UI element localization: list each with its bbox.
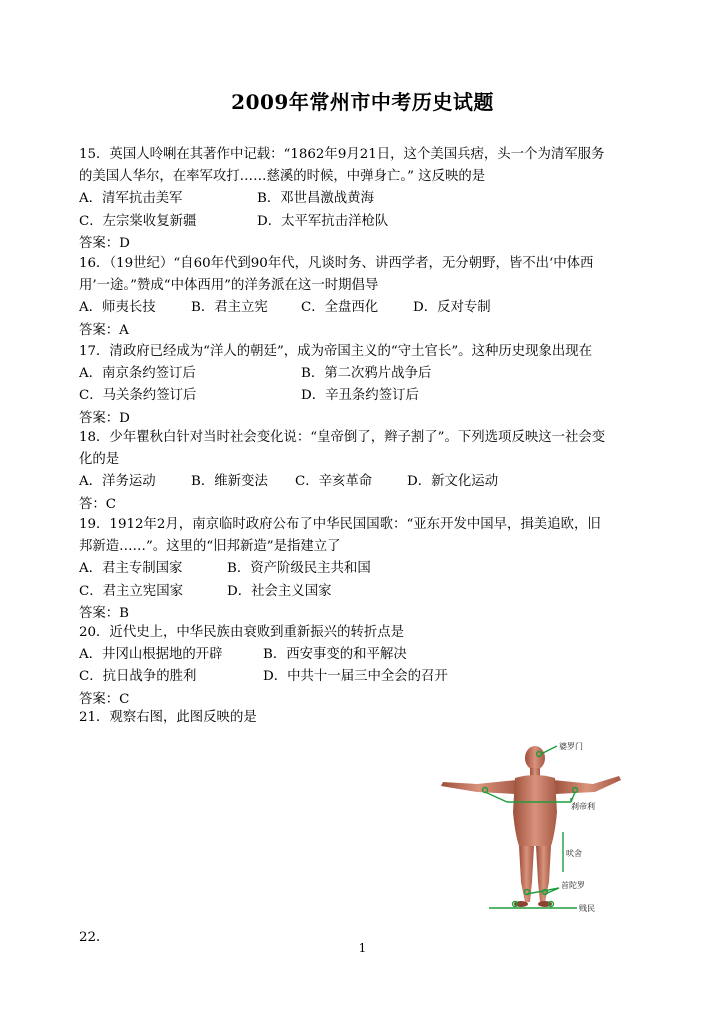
option-b: B．维新变法 — [191, 474, 268, 490]
option-c: C．抗日战争的胜利 — [79, 669, 197, 685]
options-row — [79, 471, 647, 493]
question-text: 用’一途。”赞成“中体西用”的洋务派在这一时期倡导 — [79, 278, 379, 294]
question-21 — [79, 707, 647, 729]
question-text: 21．观察右图，此图反映的是 — [79, 710, 257, 725]
option-d: D．新文化运动 — [407, 474, 499, 490]
option-b: B．君主立宪 — [191, 300, 268, 316]
option-a: A．君主专制国家 — [79, 561, 183, 577]
options-row — [79, 385, 647, 407]
option-d: D．社会主义国家 — [227, 583, 332, 599]
question-text: 的美国人华尔，在率军攻打……慈溪的时候，中弹身亡。” 这反映的是 — [79, 169, 486, 185]
option-b: B．第二次鸦片战争后 — [301, 366, 432, 382]
question-text: 化的是 — [79, 452, 120, 468]
question-text: 17．清政府已经成为“洋人的朝廷”，成为帝国主义的“守土官长”。这种历史现象出现在 — [79, 344, 593, 359]
question-22: 22． — [79, 930, 110, 945]
option-a: A．洋务运动 — [79, 474, 156, 490]
question-text: 邦新造……”。这里的“旧邦新造”是指建立了 — [79, 539, 341, 555]
label-shudra: 首陀罗 — [561, 881, 585, 890]
option-a: A．师夷长技 — [79, 300, 156, 316]
question-text: 15．英国人呤唎在其著作中记载：“1862年9月21日，这个美国兵痞，头一个为清军服务 — [79, 147, 605, 162]
question-18 — [79, 427, 647, 516]
option-b: B．西安事变的和平解决 — [263, 647, 407, 663]
options-row — [79, 666, 647, 688]
option-c: C．全盘西化 — [301, 300, 379, 316]
question-20 — [79, 622, 647, 711]
options-row — [79, 644, 647, 666]
option-d: D．反对专制 — [413, 300, 491, 316]
option-b: B．邓世昌激战黄海 — [257, 191, 374, 207]
question-15 — [79, 144, 647, 255]
answer: 答：C — [79, 496, 117, 512]
label-vaishya: 吠舍 — [566, 849, 582, 858]
option-a: A．清军抗击美军 — [79, 191, 183, 207]
option-b: B．资产阶级民主共和国 — [227, 561, 371, 577]
question-text: 19．1912年2月，南京临时政府公布了中华民国国歌：“亚东开发中国早，揖美追欧，旧 — [79, 517, 601, 532]
label-dalit: 贱民 — [579, 904, 595, 913]
answer: 答案：B — [79, 605, 130, 621]
caste-figure-svg — [437, 742, 637, 926]
question-16 — [79, 253, 647, 342]
question-text: 18．少年瞿秋白针对当时社会变化说：“皇帝倒了，辫子割了”。下列选项反映这一社会变 — [79, 430, 606, 445]
option-a: A．南京条约签订后 — [79, 366, 196, 382]
label-brahmin: 婆罗门 — [559, 742, 583, 751]
answer: 答案：C — [79, 691, 130, 707]
caste-figure — [437, 742, 637, 926]
human-figure — [441, 746, 621, 907]
question-17 — [79, 341, 647, 430]
question-text: 16．（19世纪）“自60年代到90年代，凡谈时务、讲西学者，无分朝野，皆不出‘中体西 — [79, 256, 594, 271]
page-title: 2009年常州市中考历史试题 — [231, 90, 494, 114]
options-row — [79, 297, 647, 319]
options-row — [79, 363, 647, 385]
option-d: D．中共十一届三中全会的召开 — [263, 669, 448, 685]
options-row — [79, 188, 647, 210]
options-row — [79, 558, 647, 580]
option-c: C．马关条约签订后 — [79, 388, 197, 404]
answer: 答案：D — [79, 235, 130, 251]
option-c: C．君主立宪国家 — [79, 583, 183, 599]
answer: 答案：A — [79, 322, 129, 338]
option-d: D．辛丑条约签订后 — [301, 388, 419, 404]
question-text: 20．近代史上，中华民族由衰败到重新振兴的转折点是 — [79, 625, 405, 640]
answer: 答案：D — [79, 410, 130, 426]
options-row — [79, 211, 647, 233]
question-19 — [79, 514, 647, 625]
option-c: C．左宗棠收复新疆 — [79, 213, 197, 229]
option-d: D．太平军抗击洋枪队 — [257, 213, 389, 229]
label-kshatriya: 刹帝利 — [571, 802, 595, 811]
page-number: 1 — [358, 941, 367, 955]
option-a: A．井冈山根据地的开辟 — [79, 647, 223, 663]
option-c: C．辛亥革命 — [295, 474, 373, 490]
options-row — [79, 581, 647, 603]
